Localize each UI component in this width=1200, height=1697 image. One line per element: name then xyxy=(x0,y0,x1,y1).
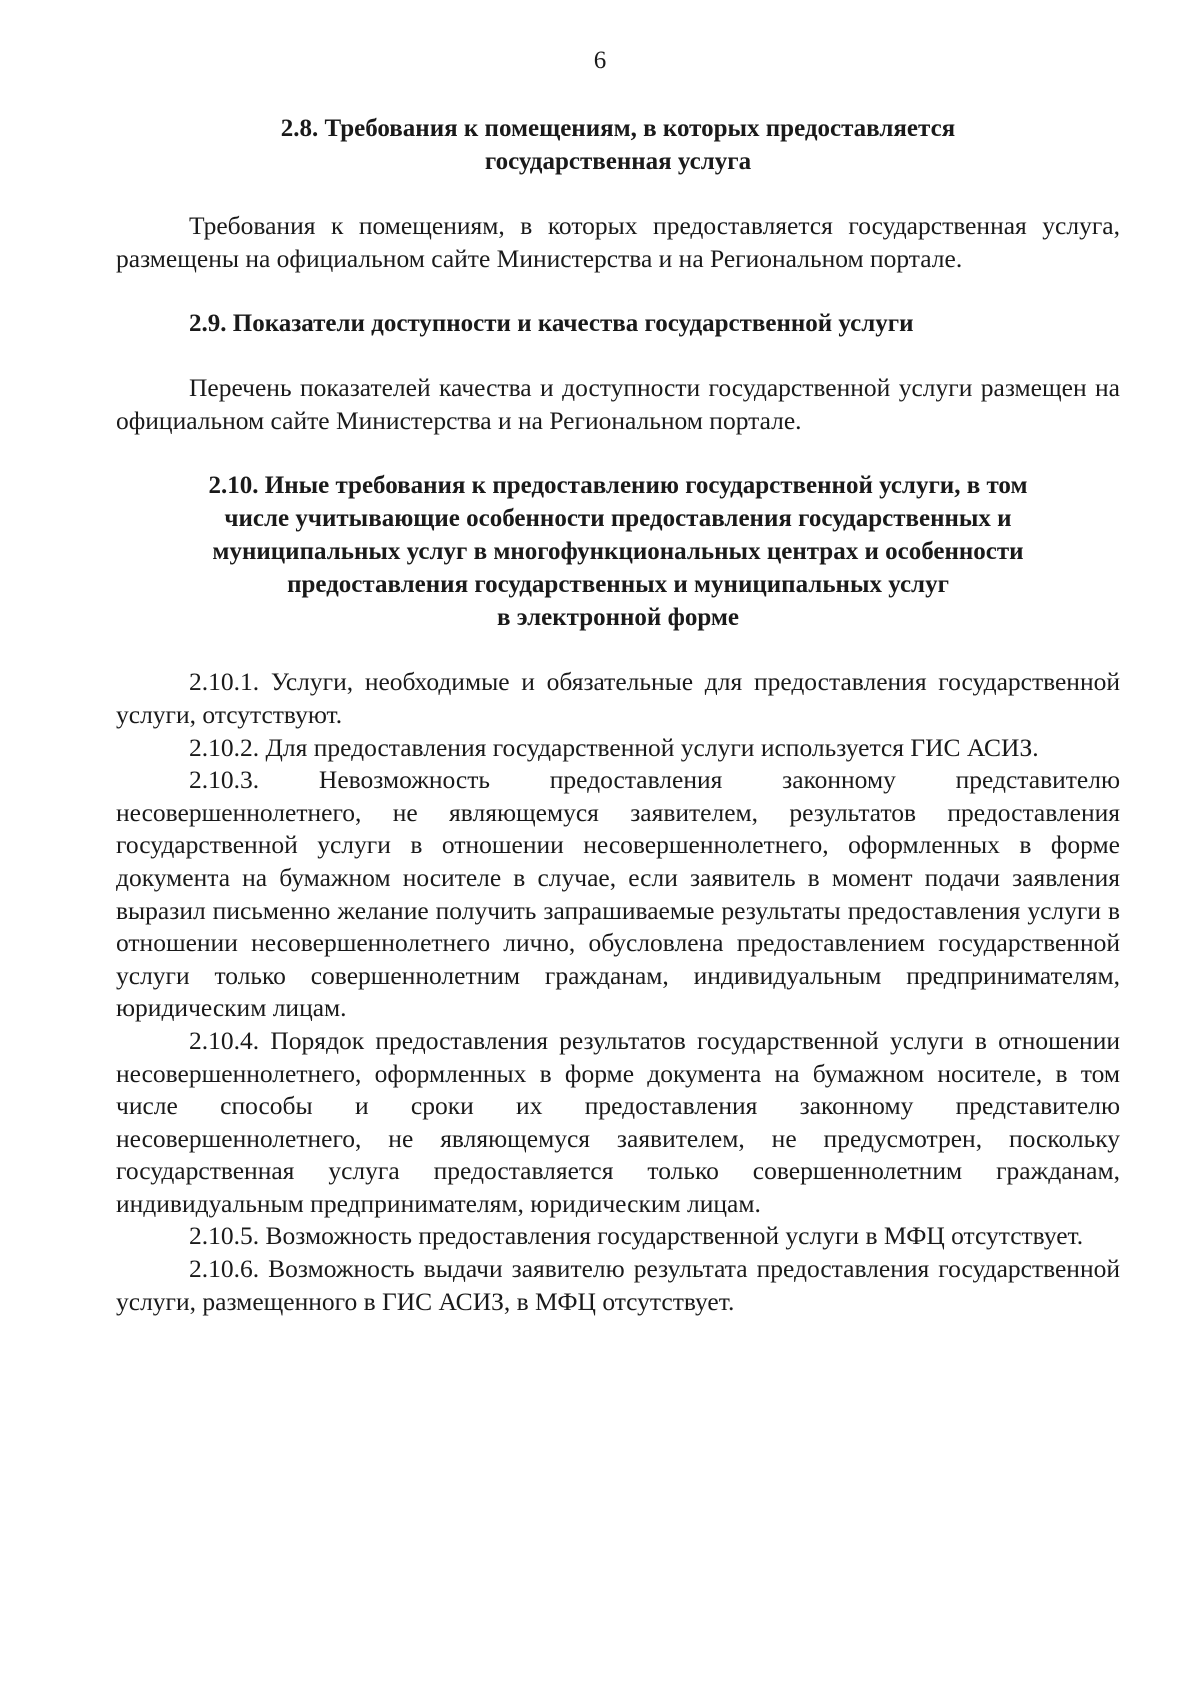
page-number: 6 xyxy=(593,47,607,74)
section-2-8-text: Требования к помещениям, в которых предоставляется государственная услуга, размещены на официальном сайте Министерства и на Региональном портале. xyxy=(116,211,1120,273)
section-2-9 xyxy=(116,307,1120,437)
section-2-8-heading-line1: 2.8. Требования к помещениям, в которых предоставляется xyxy=(280,115,956,142)
section-2-10 xyxy=(116,469,1120,1318)
section-2-10-heading xyxy=(116,469,1120,634)
clause-2-10-4: 2.10.4. Порядок предоставления результатов государственной услуги в отношении несовершеннолетнего, оформленных в форме документа на бумажном носителе, в том числе способы и сроки их предоставления законному представителю несовершеннолетнего, не являющемуся заявителем, не предусмотрен, поскольку государственная услуга предоставляется только совершеннолетним гражданам, индивидуальным предпринимателям, юридическим лицам. xyxy=(116,1025,1120,1218)
clause-2-10-6: 2.10.6. Возможность выдачи заявителю результата предоставления государственной услуги, размещенного в ГИС АСИЗ, в МФЦ отсутствует. xyxy=(116,1254,1120,1316)
clause-2-10-2: 2.10.2. Для предоставления государственной услуги используется ГИС АСИЗ. xyxy=(189,732,1039,762)
section-2-10-heading-line5: в электронной форме xyxy=(496,604,740,632)
section-2-9-heading: 2.9. Показатели доступности и качества государственной услуги xyxy=(189,310,914,338)
document-body xyxy=(116,112,1120,1318)
clause-2-10-3: 2.10.3. Невозможность предоставления законному представителю несовершеннолетнего, не являющемуся заявителем, результатов предоставления государственной услуги в отношении несовершеннолетнего, оформленных в форме документа на бумажном носителе в случае, если заявитель в момент подачи заявления выразил письменно желание получить запрашиваемые результаты предоставления услуги в отношении несовершеннолетнего лично, обусловлена предоставлением государственной услуги только совершеннолетним гражданам, индивидуальным предпринимателям, юридическим лицам. xyxy=(116,765,1120,1023)
clause-2-10-5: 2.10.5. Возможность предоставления государственной услуги в МФЦ отсутствует. xyxy=(189,1221,1084,1251)
section-2-10-heading-line3: муниципальных услуг в многофункциональных центрах и особенности xyxy=(212,538,1024,566)
section-2-8 xyxy=(116,112,1120,275)
section-2-8-heading xyxy=(116,112,1120,178)
section-2-10-heading-line2: числе учитывающие особенности предоставления государственных и xyxy=(224,505,1012,533)
section-2-10-heading-line4: предоставления государственных и муниципальных услуг xyxy=(287,571,949,599)
section-2-8-heading-line2: государственная услуга xyxy=(484,148,752,175)
section-2-9-text: Перечень показателей качества и доступности государственной услуги размещен на официальном сайте Министерства и на Региональном портале. xyxy=(116,373,1120,435)
clause-2-10-1: 2.10.1. Услуги, необходимые и обязательные для предоставления государственной услуги, отсутствуют. xyxy=(116,667,1120,729)
section-2-10-heading-line1: 2.10. Иные требования к предоставлению государственной услуги, в том xyxy=(208,472,1028,500)
